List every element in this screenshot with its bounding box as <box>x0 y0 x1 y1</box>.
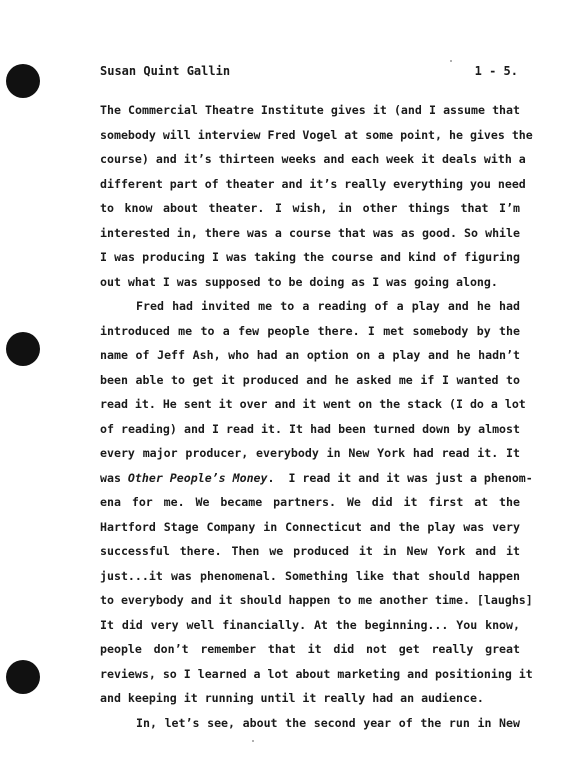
text-line: every major producer, everybody in New York had read it. It <box>100 446 520 460</box>
text-line: I was producing I was taking the course and kind of figuring <box>100 250 520 264</box>
interviewee-name: Susan Quint Gallin <box>100 64 231 78</box>
play-title: Other People’s Money <box>127 470 268 485</box>
text-line: somebody will interview Fred Vogel at some point, he gives the <box>100 127 533 142</box>
text-line: introduced me to a few people there. I met somebody by the <box>100 323 520 338</box>
text-line-with-title <box>100 466 533 491</box>
page-header <box>100 64 518 78</box>
text-line: and keeping it running until it really had an audience. <box>100 691 484 705</box>
punch-hole <box>6 332 40 366</box>
text-line: to everybody and it should happen to me another time. [laughs] <box>100 593 533 607</box>
text-line: name of Jeff Ash, who had an option on a play and he hadn’t <box>100 348 520 362</box>
text-line: In, let’s see, about the second year of the run in New <box>136 715 520 730</box>
text-line: successful there. Then we produced it in New York and it <box>100 544 520 558</box>
punch-hole <box>6 64 40 98</box>
page-number: 1 - 5. <box>474 64 518 78</box>
paper-speck <box>252 740 254 742</box>
text-fragment: was <box>100 470 128 485</box>
text-line: read it. He sent it over and it went on the stack (I do a lot <box>100 397 526 411</box>
punch-hole <box>6 660 40 694</box>
text-line: reviews, so I learned a lot about marketing and positioning it <box>100 666 533 681</box>
text-line: just...it was phenomenal. Something like that should happen <box>100 568 520 583</box>
text-line: of reading) and I read it. It had been turned down by almost <box>100 421 520 436</box>
text-line: ena for me. We became partners. We did it first at the <box>100 495 520 509</box>
text-line: people don’t remember that it did not get really great <box>100 642 520 656</box>
transcript-body <box>100 98 533 735</box>
text-line: Fred had invited me to a reading of a play and he had <box>136 299 520 313</box>
text-line: been able to get it produced and he asked me if I wanted to <box>100 372 520 387</box>
text-line: Hartford Stage Company in Connecticut and the play was very <box>100 519 520 534</box>
text-line: It did very well financially. At the beginning... You know, <box>100 617 520 632</box>
text-line: interested in, there was a course that was as good. So while <box>100 225 520 240</box>
text-line: to know about theater. I wish, in other things that I’m <box>100 201 520 215</box>
text-line: course) and it’s thirteen weeks and each week it deals with a <box>100 152 526 166</box>
paper-speck <box>450 60 452 62</box>
text-line: The Commercial Theatre Institute gives it (and I assume that <box>100 103 520 117</box>
text-fragment: . I read it and it was just a phenom- <box>267 470 533 485</box>
text-line: different part of theater and it’s really everything you need <box>100 176 526 191</box>
text-line: out what I was supposed to be doing as I was going along. <box>100 274 498 289</box>
